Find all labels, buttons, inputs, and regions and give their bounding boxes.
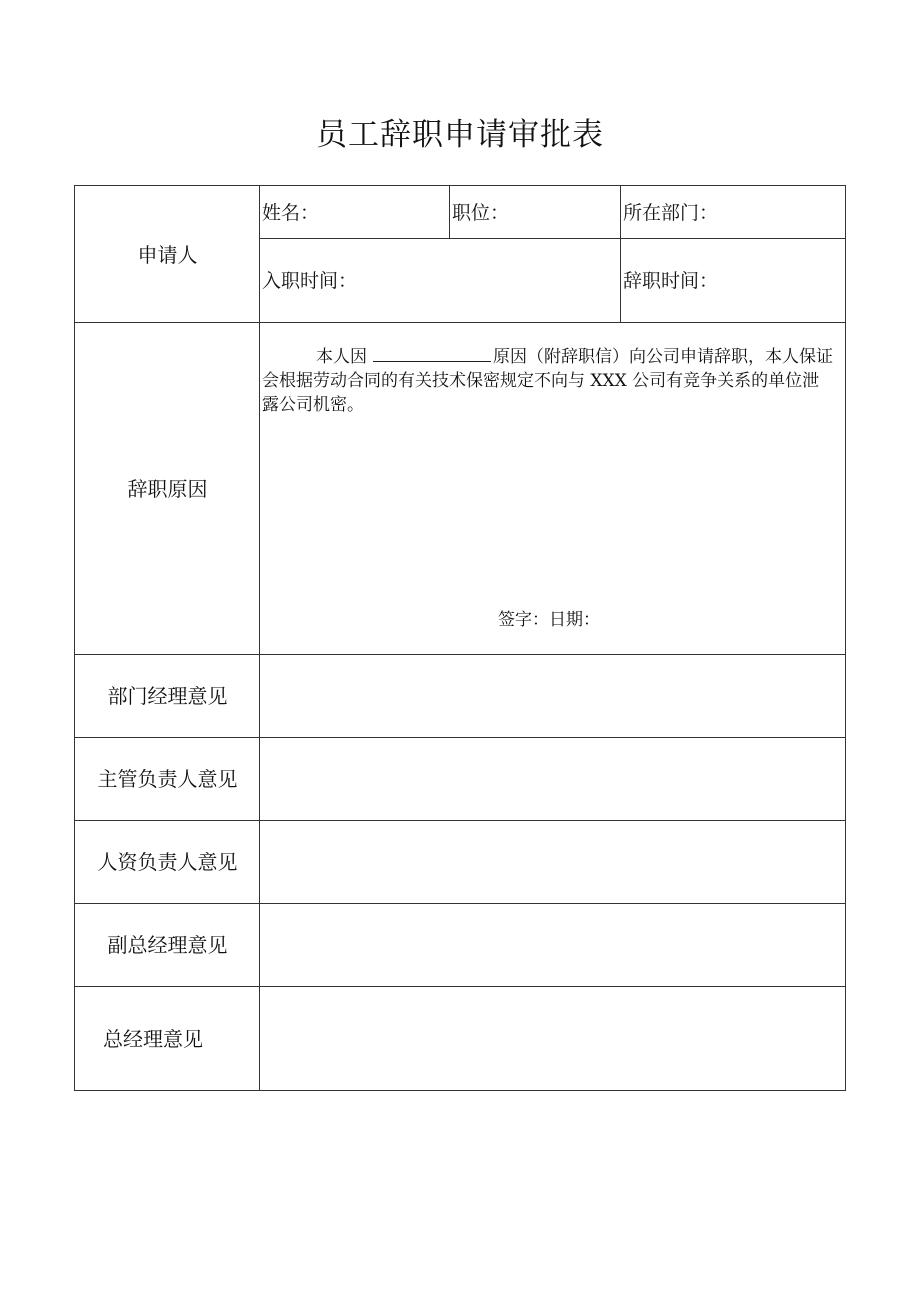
date-label: 日期： — [549, 610, 600, 630]
signature-date-line — [498, 608, 600, 632]
supervisor-opinion-label: 主管负责人意见 — [97, 767, 238, 791]
applicant-label: 申请人 — [137, 243, 198, 267]
dept-manager-opinion-label: 部门经理意见 — [107, 684, 228, 708]
department-divider — [620, 186, 621, 322]
name-position-divider — [449, 186, 450, 238]
deputy-gm-opinion-label: 副总经理意见 — [107, 933, 228, 957]
reason-section-divider — [75, 654, 846, 655]
reason-text-suffix: 原因（附辞职信）向公司申请辞职，本人保证会根据劳动合同的有关技术保密规定不向与 XXX 公司有竞争关系的单位泄露公司机密。 — [262, 347, 833, 415]
resign-date-field-label: 辞职时间： — [623, 270, 719, 292]
reason-statement — [262, 344, 836, 417]
department-field-label: 所在部门： — [623, 202, 719, 224]
page-title: 员工辞职申请审批表 — [316, 117, 604, 153]
hr-lead-opinion-label: 人资负责人意见 — [97, 850, 238, 874]
signature-label: 签字： — [498, 610, 549, 630]
applicant-section-divider — [75, 322, 846, 323]
approval-divider-1 — [75, 737, 846, 738]
applicant-row-divider — [260, 238, 846, 239]
hire-date-field-label: 入职时间： — [262, 270, 358, 292]
approval-divider-4 — [75, 986, 846, 987]
reason-text-prefix: 本人因 — [316, 347, 367, 367]
reason-blank-line — [373, 344, 491, 362]
name-field-label: 姓名： — [262, 202, 320, 224]
resignation-approval-form — [74, 185, 846, 1091]
approval-divider-2 — [75, 820, 846, 821]
gm-opinion-label: 总经理意见 — [103, 1027, 203, 1051]
reason-label: 辞职原因 — [127, 477, 208, 501]
approval-divider-3 — [75, 903, 846, 904]
position-field-label: 职位： — [452, 202, 510, 224]
